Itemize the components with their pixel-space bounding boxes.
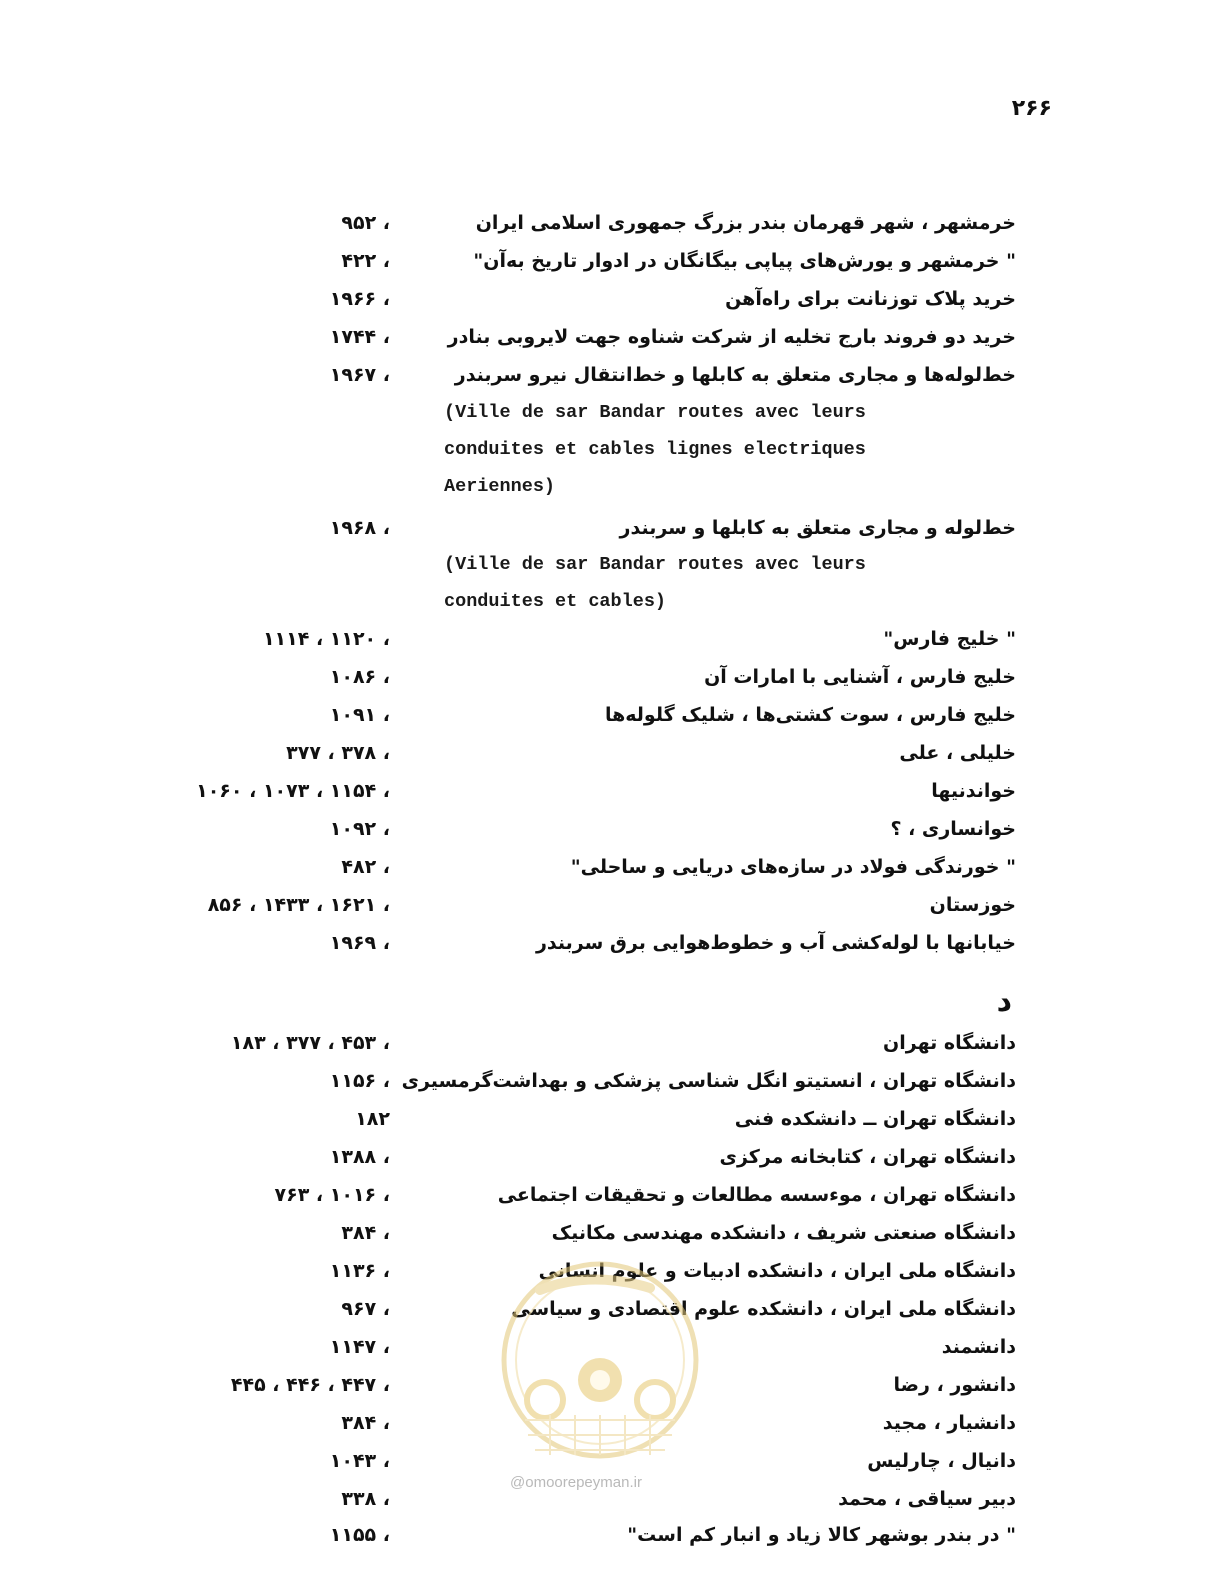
entry-term: خواندنیها: [931, 780, 1016, 802]
entry-page-refs: ۱۳۸۸ ،: [329, 1146, 390, 1168]
entry-latin-note: (Ville de sar Bandar routes avec leurs: [444, 402, 866, 423]
entry-page-refs: ۱۸۳ ، ۳۷۷ ، ۴۵۳ ،: [230, 1032, 390, 1054]
entry-term: خلیج فارس ، آشنایی با امارات آن: [704, 666, 1016, 688]
entry-term: خلیلی ، علی: [899, 742, 1016, 764]
entry-term: دانشگاه صنعتی شریف ، دانشکده مهندسی مکانیک: [551, 1222, 1016, 1244]
entry-page-refs: ۱۰۹۲ ،: [329, 818, 390, 840]
entry-page-refs: ۱۹۶۸ ،: [329, 517, 390, 539]
entry-page-refs: ۱۰۶۰ ، ۱۰۷۳ ، ۱۱۵۴ ،: [196, 780, 390, 802]
entry-term: خوزستان: [929, 894, 1016, 916]
index-entry: [0, 1026, 1228, 1062]
entry-term: دانشیار ، مجید: [882, 1412, 1016, 1434]
entry-page-refs: ۱۱۵۵ ،: [329, 1524, 390, 1546]
entry-term: دانشگاه ملی ایران ، دانشکده علوم اقتصادی و سیاسی: [511, 1298, 1016, 1320]
watermark-site-url: @omoorepeyman.ir: [510, 1474, 642, 1491]
entry-term: دانشگاه تهران: [883, 1032, 1016, 1054]
entry-page-refs: ۱۱۴۷ ،: [329, 1336, 390, 1358]
entry-latin-note: (Ville de sar Bandar routes avec leurs: [444, 554, 866, 575]
entry-page-refs: ۱۹۶۷ ،: [329, 364, 390, 386]
entry-latin-note: Aeriennes): [444, 476, 556, 497]
page-number: ۲۶۶: [1011, 96, 1052, 121]
entry-page-refs: ۱۹۶۹ ،: [329, 932, 390, 954]
entry-term: خوانساری ، ؟: [890, 818, 1016, 840]
entry-page-refs: ۳۷۷ ، ۳۷۸ ،: [286, 742, 390, 764]
index-entry: [0, 1178, 1228, 1214]
watermark-logo: [500, 1250, 700, 1510]
entry-page-refs: ۱۱۱۴ ، ۱۱۲۰ ،: [262, 628, 390, 650]
entry-page-refs: ۴۲۲ ،: [341, 250, 390, 272]
entry-page-refs: ۱۷۴۴ ،: [329, 326, 390, 348]
entry-latin-note: conduites et cables lignes electriques: [444, 439, 866, 460]
entry-page-refs: ۱۱۵۶ ،: [329, 1070, 390, 1092]
entry-term: خیابانها با لوله‌کشی آب و خطوط‌هوایی برق سربندر: [535, 932, 1016, 954]
index-entry: [0, 1064, 1228, 1100]
entry-term: خط‌لوله و مجاری متعلق به کابلها و سربندر: [619, 517, 1016, 539]
entry-page-refs: ۱۰۸۶ ،: [329, 666, 390, 688]
entry-term: دانشمند: [941, 1336, 1016, 1358]
entry-term: دانشگاه تهران ، انستیتو انگل شناسی پزشکی و بهداشت‌گرمسیری: [401, 1070, 1016, 1092]
entry-page-refs: ۳۳۸ ،: [341, 1488, 390, 1510]
entry-page-refs: ۹۶۷ ،: [341, 1298, 390, 1320]
entry-term: خرمشهر ، شهر قهرمان بندر بزرگ جمهوری اسلامی ایران: [475, 212, 1016, 234]
entry-page-refs: ۴۴۵ ، ۴۴۶ ، ۴۴۷ ،: [230, 1374, 390, 1396]
entry-page-refs: ۱۱۳۶ ،: [329, 1260, 390, 1282]
entry-page-refs: ۳۸۴ ،: [341, 1412, 390, 1434]
entry-term: دبیر سیاقی ، محمد: [838, 1488, 1016, 1510]
entry-term: دانشگاه تهران ــ دانشکده فنی: [734, 1108, 1016, 1130]
index-entry: [0, 1216, 1228, 1252]
section-letter-heading: د: [996, 984, 1012, 1019]
entry-term: خرید دو فروند بارج تخلیه از شرکت شناوه جهت لایروبی بنادر: [447, 326, 1016, 348]
index-entry: [0, 1102, 1228, 1138]
entry-latin-note: conduites et cables): [444, 591, 667, 612]
entry-term: دانیال ، چارلیس: [867, 1450, 1016, 1472]
entry-term: " خورندگی فولاد در سازه‌های دریایی و ساحلی": [570, 856, 1016, 878]
entry-term: خلیج فارس ، سوت کشتی‌ها ، شلیک گلوله‌ها: [604, 704, 1016, 726]
entry-page-refs: ۳۸۴ ،: [341, 1222, 390, 1244]
entry-term: خط‌لوله‌ها و مجاری متعلق به کابلها و خط‌انتقال نیرو سربندر: [454, 364, 1016, 386]
entry-term: " در بندر بوشهر کالا زیاد و انبار کم است": [627, 1524, 1016, 1546]
entry-page-refs: ۷۶۳ ، ۱۰۱۶ ،: [274, 1184, 390, 1206]
entry-term: دانشگاه تهران ، موءسسه مطالعات و تحقیقات اجتماعی: [497, 1184, 1016, 1206]
entry-page-refs: ۱۸۲: [355, 1108, 390, 1130]
entry-page-refs: ۴۸۲ ،: [341, 856, 390, 878]
entry-page-refs: ۸۵۶ ، ۱۴۳۳ ، ۱۶۲۱ ،: [207, 894, 390, 916]
entry-term: خرید پلاک توزنانت برای راه‌آهن: [725, 288, 1016, 310]
entry-term: دانشگاه ملی ایران ، دانشکده ادبیات و علوم انسانی: [538, 1260, 1016, 1282]
entry-term: دانشور ، رضا: [893, 1374, 1016, 1396]
entry-term: " خرمشهر و یورش‌های پیاپی بیگانگان در ادوار تاریخ به‌آن": [473, 250, 1016, 272]
index-entry: [0, 1140, 1228, 1176]
index-entry: [0, 1518, 1228, 1554]
entry-page-refs: ۹۵۲ ،: [341, 212, 390, 234]
entry-term: " خلیج فارس": [883, 628, 1016, 650]
entry-page-refs: ۱۹۶۶ ،: [329, 288, 390, 310]
entry-page-refs: ۱۰۹۱ ،: [329, 704, 390, 726]
entry-page-refs: ۱۰۴۳ ،: [329, 1450, 390, 1472]
entry-term: دانشگاه تهران ، کتابخانه مرکزی: [719, 1146, 1016, 1168]
